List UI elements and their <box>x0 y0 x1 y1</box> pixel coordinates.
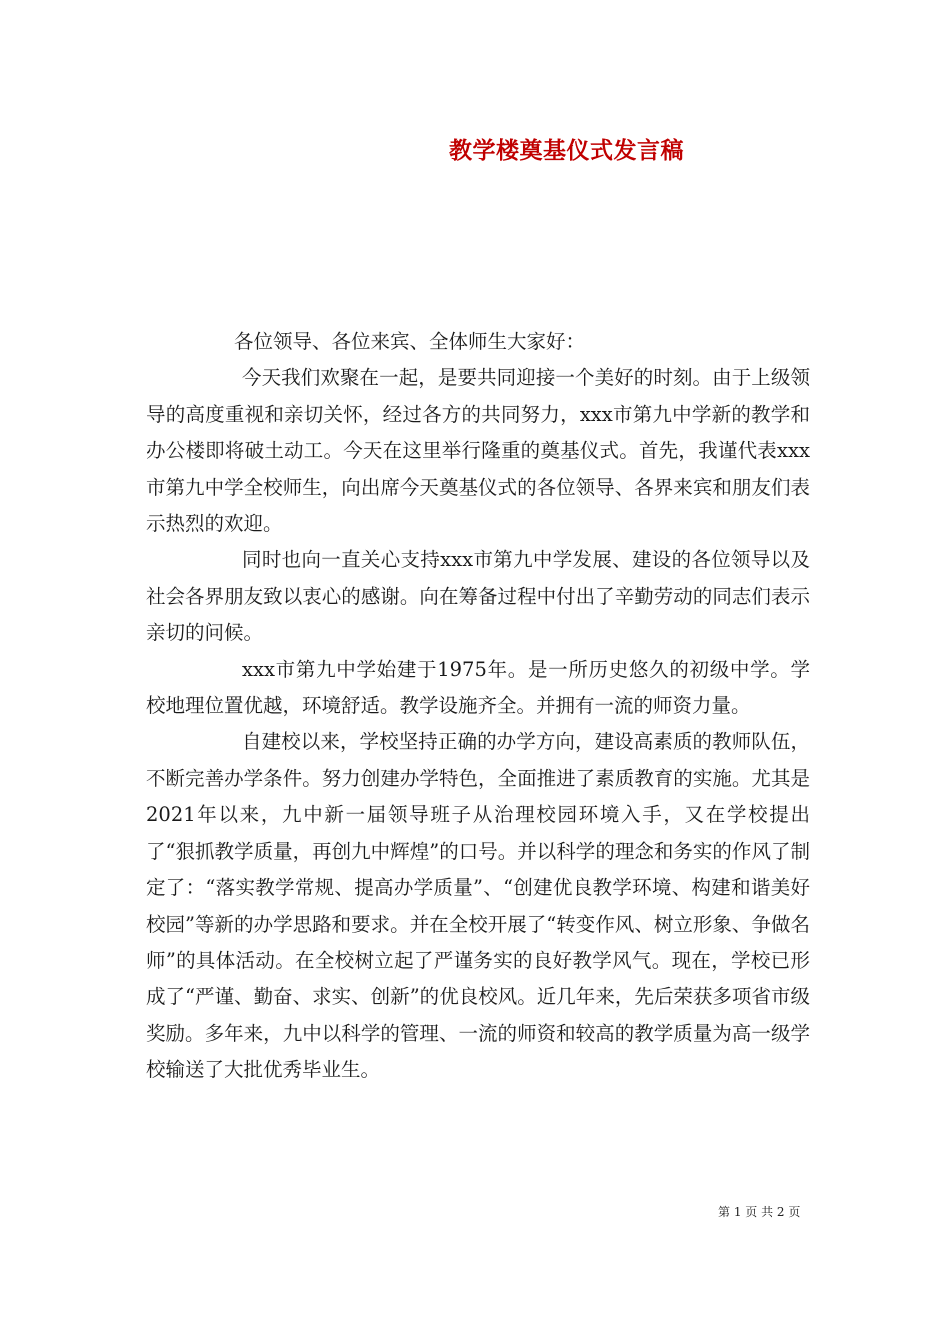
paragraph-3: xxx市第九中学始建于1975年。是一所历史悠久的初级中学。学校地理位置优越，环境舒适。教学设施齐全。并拥有一流的师资力量。 <box>146 657 810 718</box>
document-body <box>146 324 810 1089</box>
page-number-footer: 第 1 页 共 2 页 <box>718 1205 801 1219</box>
paragraph-4: 自建校以来，学校坚持正确的办学方向，建设高素质的教师队伍，不断完善办学条件。努力创建办学特色，全面推进了素质教育的实施。尤其是2021年以来，九中新一届领导班子从治理校园环境入手，又在学校提出了“狠抓教学质量，再创九中辉煌”的口号。并以科学的理念和务实的作风了制定了：“落实教学常规、提高办学质量”、“创建优良教学环境、构建和谐美好校园”等新的办学思路和要求。并在全校开展了“转变作风、树立形象、争做名师”的具体活动。在全校树立起了严谨务实的良好教学风气。现在，学校已形成了“严谨、勤奋、求实、创新”的优良校风。近几年来，先后荣获多项省市级奖励。多年来，九中以科学的管理、一流的师资和较高的教学质量为高一级学校输送了大批优秀毕业生。 <box>146 730 810 1082</box>
paragraph-1: 今天我们欢聚在一起，是要共同迎接一个美好的时刻。由于上级领导的高度重视和亲切关怀，经过各方的共同努力，xxx市第九中学新的教学和办公楼即将破土动工。今天在这里举行隆重的奠基仪式。首先，我谨代表xxx市第九中学全校师生，向出席今天奠基仪式的各位领导、各界来宾和朋友们表示热烈的欢迎。 <box>146 366 810 536</box>
document-title: 教学楼奠基仪式发言稿 <box>449 137 684 164</box>
paragraph-2: 同时也向一直关心支持xxx市第九中学发展、建设的各位领导以及社会各界朋友致以衷心的感谢。向在筹备过程中付出了辛勤劳动的同志们表示亲切的问候。 <box>146 548 810 645</box>
greeting-line: 各位领导、各位来宾、全体师生大家好： <box>234 330 586 353</box>
